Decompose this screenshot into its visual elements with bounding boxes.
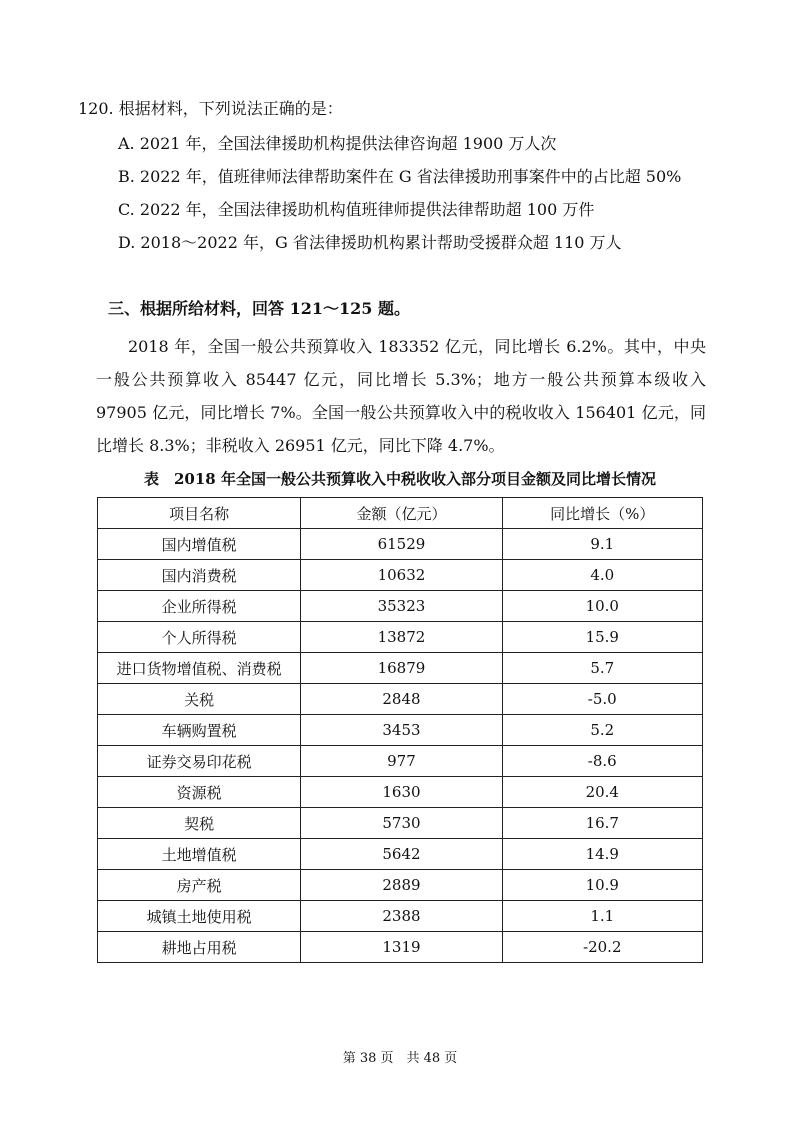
growth-cell: 10.0 (502, 591, 702, 622)
amount-cell: 10632 (301, 560, 502, 591)
item-name-cell: 资源税 (98, 777, 301, 808)
header-growth: 同比增长（%） (502, 498, 702, 529)
amount-cell: 5642 (301, 839, 502, 870)
table-row (98, 715, 703, 746)
question-title: 120. 根据材料，下列说法正确的是： (78, 99, 343, 118)
growth-cell: 14.9 (502, 839, 702, 870)
table-row (98, 560, 703, 591)
table-row (98, 839, 703, 870)
growth-cell: 15.9 (502, 622, 702, 653)
amount-cell: 16879 (301, 653, 502, 684)
growth-cell: 16.7 (502, 808, 702, 839)
table-row (98, 746, 703, 777)
item-name-cell: 国内消费税 (98, 560, 301, 591)
item-name-cell: 证券交易印花税 (98, 746, 301, 777)
item-name-cell: 土地增值税 (98, 839, 301, 870)
item-name-cell: 耕地占用税 (98, 932, 301, 963)
amount-cell: 2388 (301, 901, 502, 932)
amount-cell: 61529 (301, 529, 502, 560)
table-row (98, 870, 703, 901)
amount-cell: 1319 (301, 932, 502, 963)
item-name-cell: 国内增值税 (98, 529, 301, 560)
amount-cell: 35323 (301, 591, 502, 622)
option-c: C. 2022 年，全国法律援助机构值班律师提供法律帮助超 100 万件 (118, 200, 595, 219)
page-number-footer: 第 38 页 共 48 页 (342, 1051, 458, 1066)
table-header-row (98, 498, 703, 529)
item-name-cell: 房产税 (98, 870, 301, 901)
amount-cell: 2848 (301, 684, 502, 715)
header-item-name: 项目名称 (98, 498, 301, 529)
growth-cell: 9.1 (502, 529, 702, 560)
growth-cell: 20.4 (502, 777, 702, 808)
amount-cell: 977 (301, 746, 502, 777)
amount-cell: 5730 (301, 808, 502, 839)
table-caption: 表 2018 年全国一般公共预算收入中税收收入部分项目金额及同比增长情况 (144, 470, 656, 488)
option-d: D. 2018～2022 年，G 省法律援助机构累计帮助受援群众超 110 万人 (118, 233, 622, 252)
table-row (98, 591, 703, 622)
section-heading: 三、根据所给材料，回答 121～125 题。 (108, 299, 410, 318)
table-row (98, 808, 703, 839)
table-row (98, 932, 703, 963)
growth-cell: 5.2 (502, 715, 702, 746)
amount-cell: 3453 (301, 715, 502, 746)
table-row (98, 622, 703, 653)
item-name-cell: 城镇土地使用税 (98, 901, 301, 932)
table-row (98, 901, 703, 932)
option-b: B. 2022 年，值班律师法律帮助案件在 G 省法律援助刑事案件中的占比超 50% (118, 167, 682, 186)
table-row (98, 529, 703, 560)
header-amount: 金额（亿元） (301, 498, 502, 529)
item-name-cell: 企业所得税 (98, 591, 301, 622)
tax-revenue-table (97, 497, 703, 963)
item-name-cell: 进口货物增值税、消费税 (98, 653, 301, 684)
growth-cell: -8.6 (502, 746, 702, 777)
item-name-cell: 车辆购置税 (98, 715, 301, 746)
amount-cell: 2889 (301, 870, 502, 901)
item-name-cell: 契税 (98, 808, 301, 839)
growth-cell: 5.7 (502, 653, 702, 684)
table-row (98, 684, 703, 715)
table-row (98, 777, 703, 808)
amount-cell: 13872 (301, 622, 502, 653)
item-name-cell: 关税 (98, 684, 301, 715)
growth-cell: 4.0 (502, 560, 702, 591)
material-paragraph: 2018 年，全国一般公共预算收入 183352 亿元，同比增长 6.2%。其中，中央一般公共预算收入 85447 亿元，同比增长 5.3%；地方一般公共预算本级收入 97905 亿元，同比增长 7%。全国一般公共预算收入中的税收收入 156401 亿元，同比增长 8.3%；非税收入 26951 亿元，同比下降 4.7%。 (96, 337, 706, 455)
growth-cell: 10.9 (502, 870, 702, 901)
growth-cell: 1.1 (502, 901, 702, 932)
table-row (98, 653, 703, 684)
item-name-cell: 个人所得税 (98, 622, 301, 653)
amount-cell: 1630 (301, 777, 502, 808)
option-a: A. 2021 年，全国法律援助机构提供法律咨询超 1900 万人次 (118, 134, 557, 153)
growth-cell: -5.0 (502, 684, 702, 715)
growth-cell: -20.2 (502, 932, 702, 963)
